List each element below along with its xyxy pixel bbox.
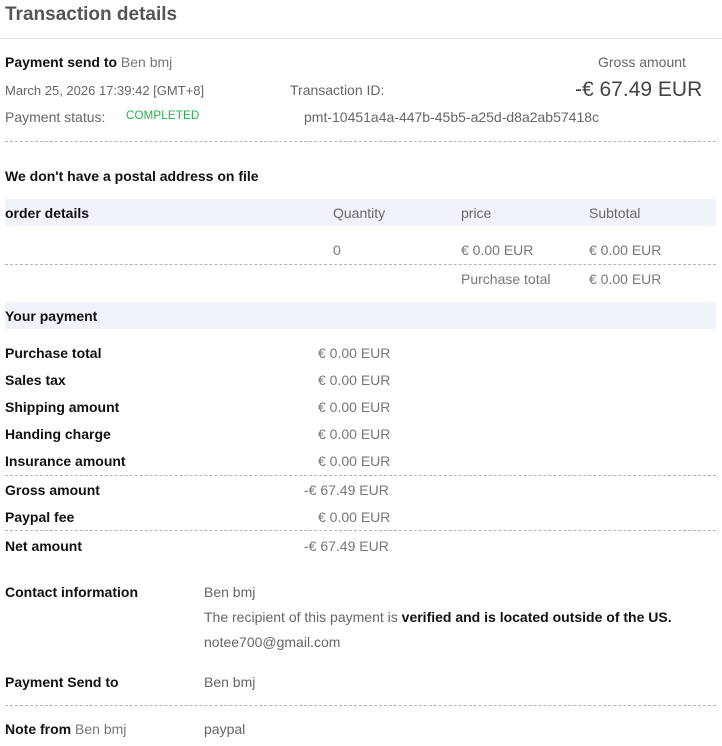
payment-row-label: Net amount (5, 538, 82, 554)
payment-status-label: Payment status: (5, 109, 106, 125)
order-details-header: order details (5, 205, 90, 221)
note-from-line (5, 721, 126, 737)
transaction-id-label: Transaction ID: (290, 82, 385, 98)
gross-amount-value: -€ 67.49 EUR (575, 78, 703, 101)
subtotal-header: Subtotal (589, 205, 641, 221)
payment-row-label: Sales tax (5, 372, 66, 388)
payment-row-label: Gross amount (5, 482, 100, 498)
payment-send-to-line (5, 54, 172, 70)
payment-row-value: € 0.00 EUR (318, 399, 391, 415)
recipient-status-prefix: The recipient of this payment is (204, 609, 402, 625)
your-payment-band (5, 302, 716, 329)
payment-send-to-value: Ben bmj (204, 674, 256, 690)
divider (5, 264, 716, 265)
contact-info-label: Contact information (5, 584, 138, 600)
order-price: € 0.00 EUR (461, 242, 534, 258)
payment-row-value: € 0.00 EUR (318, 453, 391, 469)
payment-row-value: € 0.00 EUR (318, 345, 391, 361)
quantity-header: Quantity (333, 205, 386, 221)
payment-row-label: Paypal fee (5, 509, 75, 525)
payment-row-label: Purchase total (5, 345, 102, 361)
divider (5, 475, 716, 476)
payment-send-to-label: Payment send to (5, 54, 118, 70)
divider (5, 141, 716, 142)
price-header: price (461, 205, 492, 221)
purchase-total-value: € 0.00 EUR (589, 271, 662, 287)
recipient-status-line (204, 609, 672, 625)
page-title: Transaction details (5, 4, 178, 25)
your-payment-title: Your payment (5, 308, 98, 324)
payment-row-label: Insurance amount (5, 453, 126, 469)
purchase-total-label: Purchase total (461, 271, 551, 287)
gross-amount-label: Gross amount (598, 54, 686, 70)
note-from-name: Ben bmj (75, 721, 127, 737)
postal-notice: We don't have a postal address on file (5, 168, 259, 184)
payment-send-to-label: Payment Send to (5, 674, 119, 690)
note-text: paypal (204, 721, 246, 737)
order-quantity: 0 (333, 242, 341, 258)
order-subtotal: € 0.00 EUR (589, 242, 662, 258)
payment-row-value: € 0.00 EUR (318, 509, 391, 525)
payment-send-to-name: Ben bmj (120, 54, 173, 70)
payment-row-value: -€ 67.49 EUR (304, 482, 389, 498)
divider (5, 705, 716, 706)
recipient-status-bold: verified and is located outside of the US. (401, 609, 672, 625)
payment-row-label: Handing charge (5, 426, 111, 442)
status-badge: COMPLETED (126, 110, 200, 122)
contact-name: Ben bmj (204, 584, 256, 600)
transaction-datetime: March 25, 2026 17:39:42 [GMT+8] (5, 83, 205, 98)
payment-row-label: Shipping amount (5, 399, 120, 415)
payment-row-value: € 0.00 EUR (318, 426, 391, 442)
payment-row-value: € 0.00 EUR (318, 372, 391, 388)
divider (5, 530, 716, 531)
payment-row-value: -€ 67.49 EUR (304, 538, 389, 554)
note-from-label: Note from (5, 721, 72, 737)
contact-email[interactable]: notee700@gmail.com (204, 634, 341, 650)
transaction-id: pmt-10451a4a-447b-45b5-a25d-d8a2ab57418c (304, 109, 600, 125)
